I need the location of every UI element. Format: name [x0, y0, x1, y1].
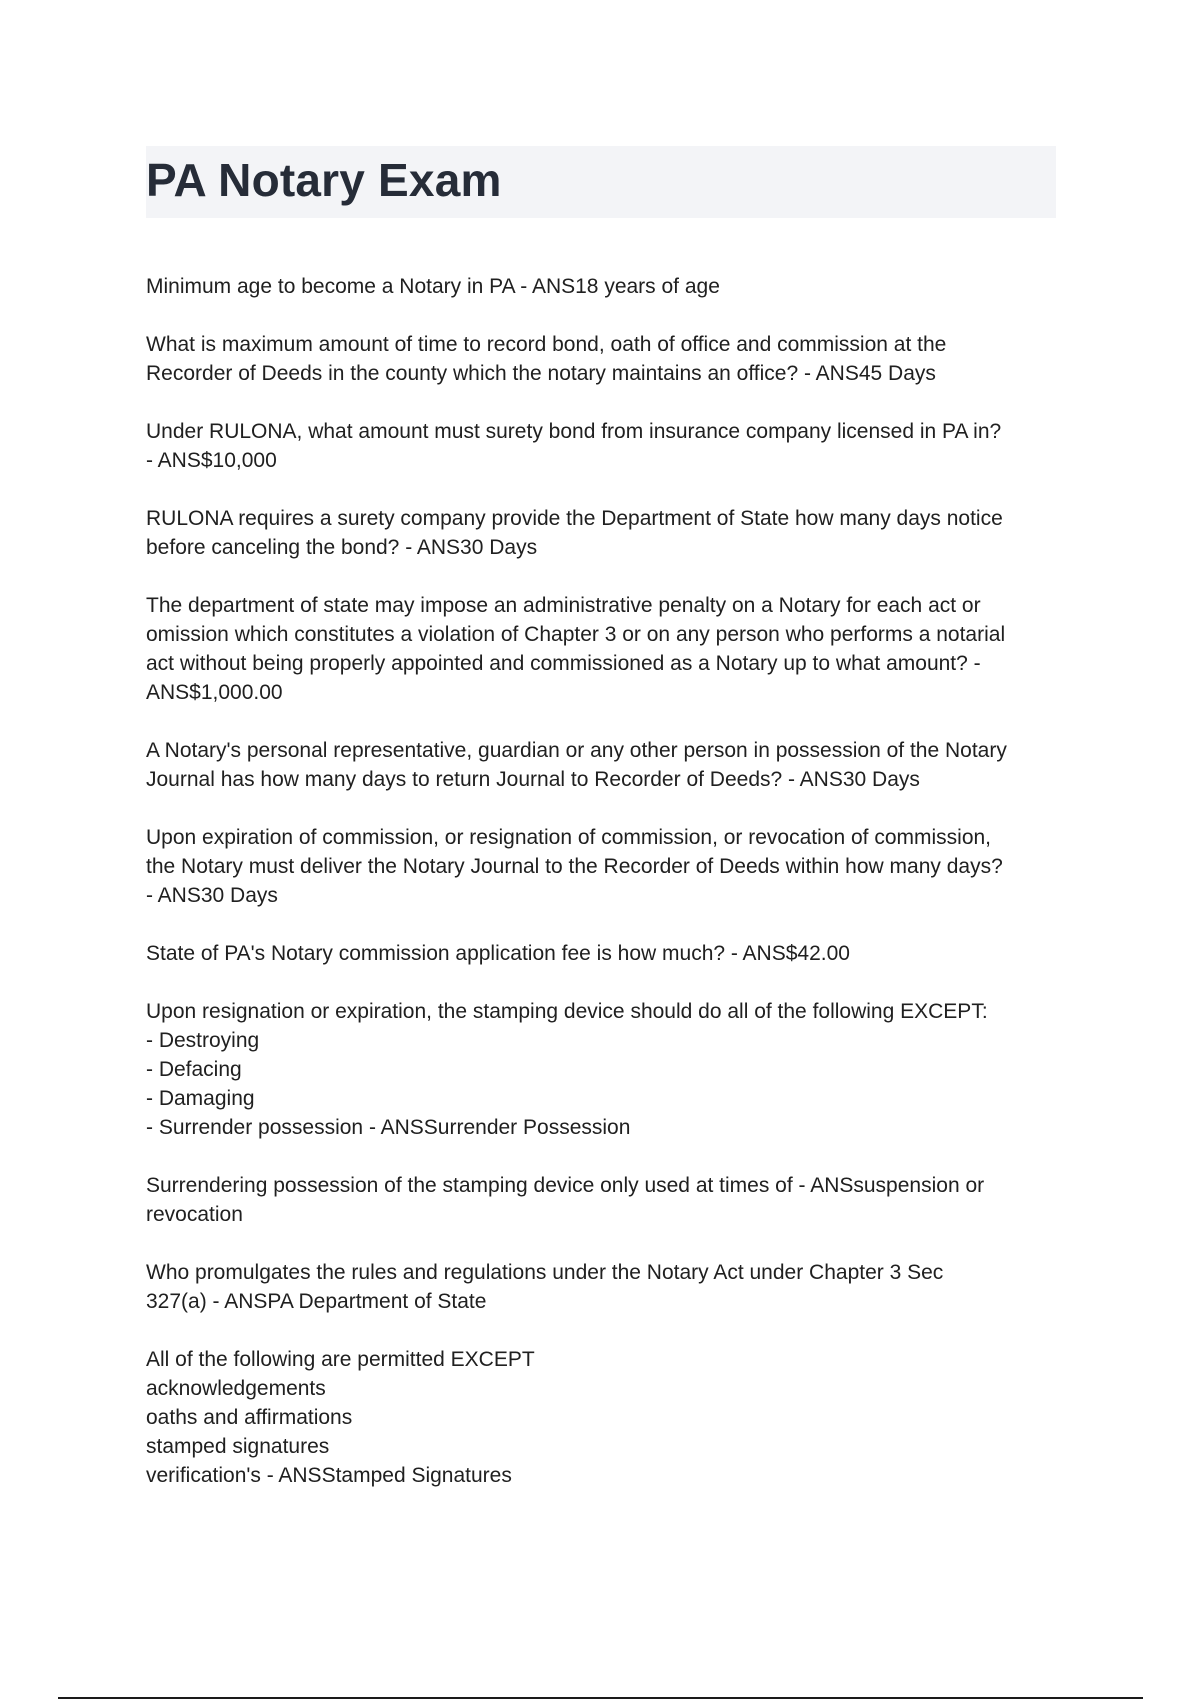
qa-line: - ANS$10,000 [146, 449, 277, 472]
qa-line: - Defacing [146, 1058, 242, 1081]
qa-line: - Damaging [146, 1087, 255, 1110]
qa-line: act without being properly appointed and commissioned as a Notary up to what amount? - [146, 652, 981, 675]
qa-line: verification's - ANSStamped Signatures [146, 1464, 512, 1487]
qa-line: Who promulgates the rules and regulations under the Notary Act under Chapter 3 Sec [146, 1261, 944, 1284]
qa-line: All of the following are permitted EXCEPT [146, 1348, 535, 1371]
qa-item [146, 591, 1061, 707]
qa-text [146, 272, 1061, 301]
qa-text [146, 823, 1061, 910]
qa-line: A Notary's personal representative, guardian or any other person in possession of the Notary [146, 739, 1007, 762]
qa-item [146, 1171, 1061, 1229]
qa-text [146, 939, 1061, 968]
qa-line: State of PA's Notary commission application fee is how much? - ANS$42.00 [146, 942, 850, 965]
qa-line: Journal has how many days to return Journal to Recorder of Deeds? - ANS30 Days [146, 768, 920, 791]
qa-line: - ANS30 Days [146, 884, 278, 907]
qa-text [146, 997, 1061, 1142]
qa-line: The department of state may impose an administrative penalty on a Notary for each act or [146, 594, 981, 617]
qa-item [146, 272, 1061, 301]
qa-text [146, 504, 1061, 562]
footer-divider [58, 1697, 1143, 1699]
qa-item [146, 417, 1061, 475]
qa-line: oaths and affirmations [146, 1406, 353, 1429]
qa-line: Surrendering possession of the stamping device only used at times of - ANSsuspension or [146, 1174, 985, 1197]
qa-line: Recorder of Deeds in the county which the notary maintains an office? - ANS45 Days [146, 362, 936, 385]
qa-line: acknowledgements [146, 1377, 326, 1400]
qa-item [146, 736, 1061, 794]
qa-item [146, 997, 1061, 1142]
qa-text [146, 330, 1061, 388]
qa-text [146, 591, 1061, 707]
qa-line: Under RULONA, what amount must surety bond from insurance company licensed in PA in? [146, 420, 1002, 443]
qa-text [146, 1345, 1061, 1490]
qa-line: Upon resignation or expiration, the stamping device should do all of the following EXCEPT: [146, 1000, 988, 1023]
qa-line: the Notary must deliver the Notary Journal to the Recorder of Deeds within how many days? [146, 855, 1003, 878]
qa-text [146, 736, 1061, 794]
qa-text [146, 1258, 1061, 1316]
qa-item [146, 330, 1061, 388]
qa-line: RULONA requires a surety company provide the Department of State how many days notice [146, 507, 1003, 530]
qa-item [146, 1258, 1061, 1316]
qa-line: Minimum age to become a Notary in PA - ANS18 years of age [146, 275, 720, 298]
qa-list [146, 272, 1061, 1519]
qa-line: - Surrender possession - ANSSurrender Possession [146, 1116, 631, 1139]
qa-line: - Destroying [146, 1029, 260, 1052]
qa-text [146, 417, 1061, 475]
qa-item [146, 939, 1061, 968]
title-banner [146, 146, 1056, 218]
qa-line: revocation [146, 1203, 243, 1226]
qa-item [146, 823, 1061, 910]
qa-line: 327(a) - ANSPA Department of State [146, 1290, 487, 1313]
qa-line: before canceling the bond? - ANS30 Days [146, 536, 538, 559]
qa-item [146, 1345, 1061, 1490]
qa-line: What is maximum amount of time to record bond, oath of office and commission at the [146, 333, 947, 356]
qa-item [146, 504, 1061, 562]
qa-line: omission which constitutes a violation of Chapter 3 or on any person who performs a notarial [146, 623, 1006, 646]
qa-line: stamped signatures [146, 1435, 330, 1458]
page-title: PA Notary Exam [146, 154, 502, 206]
qa-line: ANS$1,000.00 [146, 681, 283, 704]
qa-line: Upon expiration of commission, or resignation of commission, or revocation of commission, [146, 826, 992, 849]
qa-text [146, 1171, 1061, 1229]
